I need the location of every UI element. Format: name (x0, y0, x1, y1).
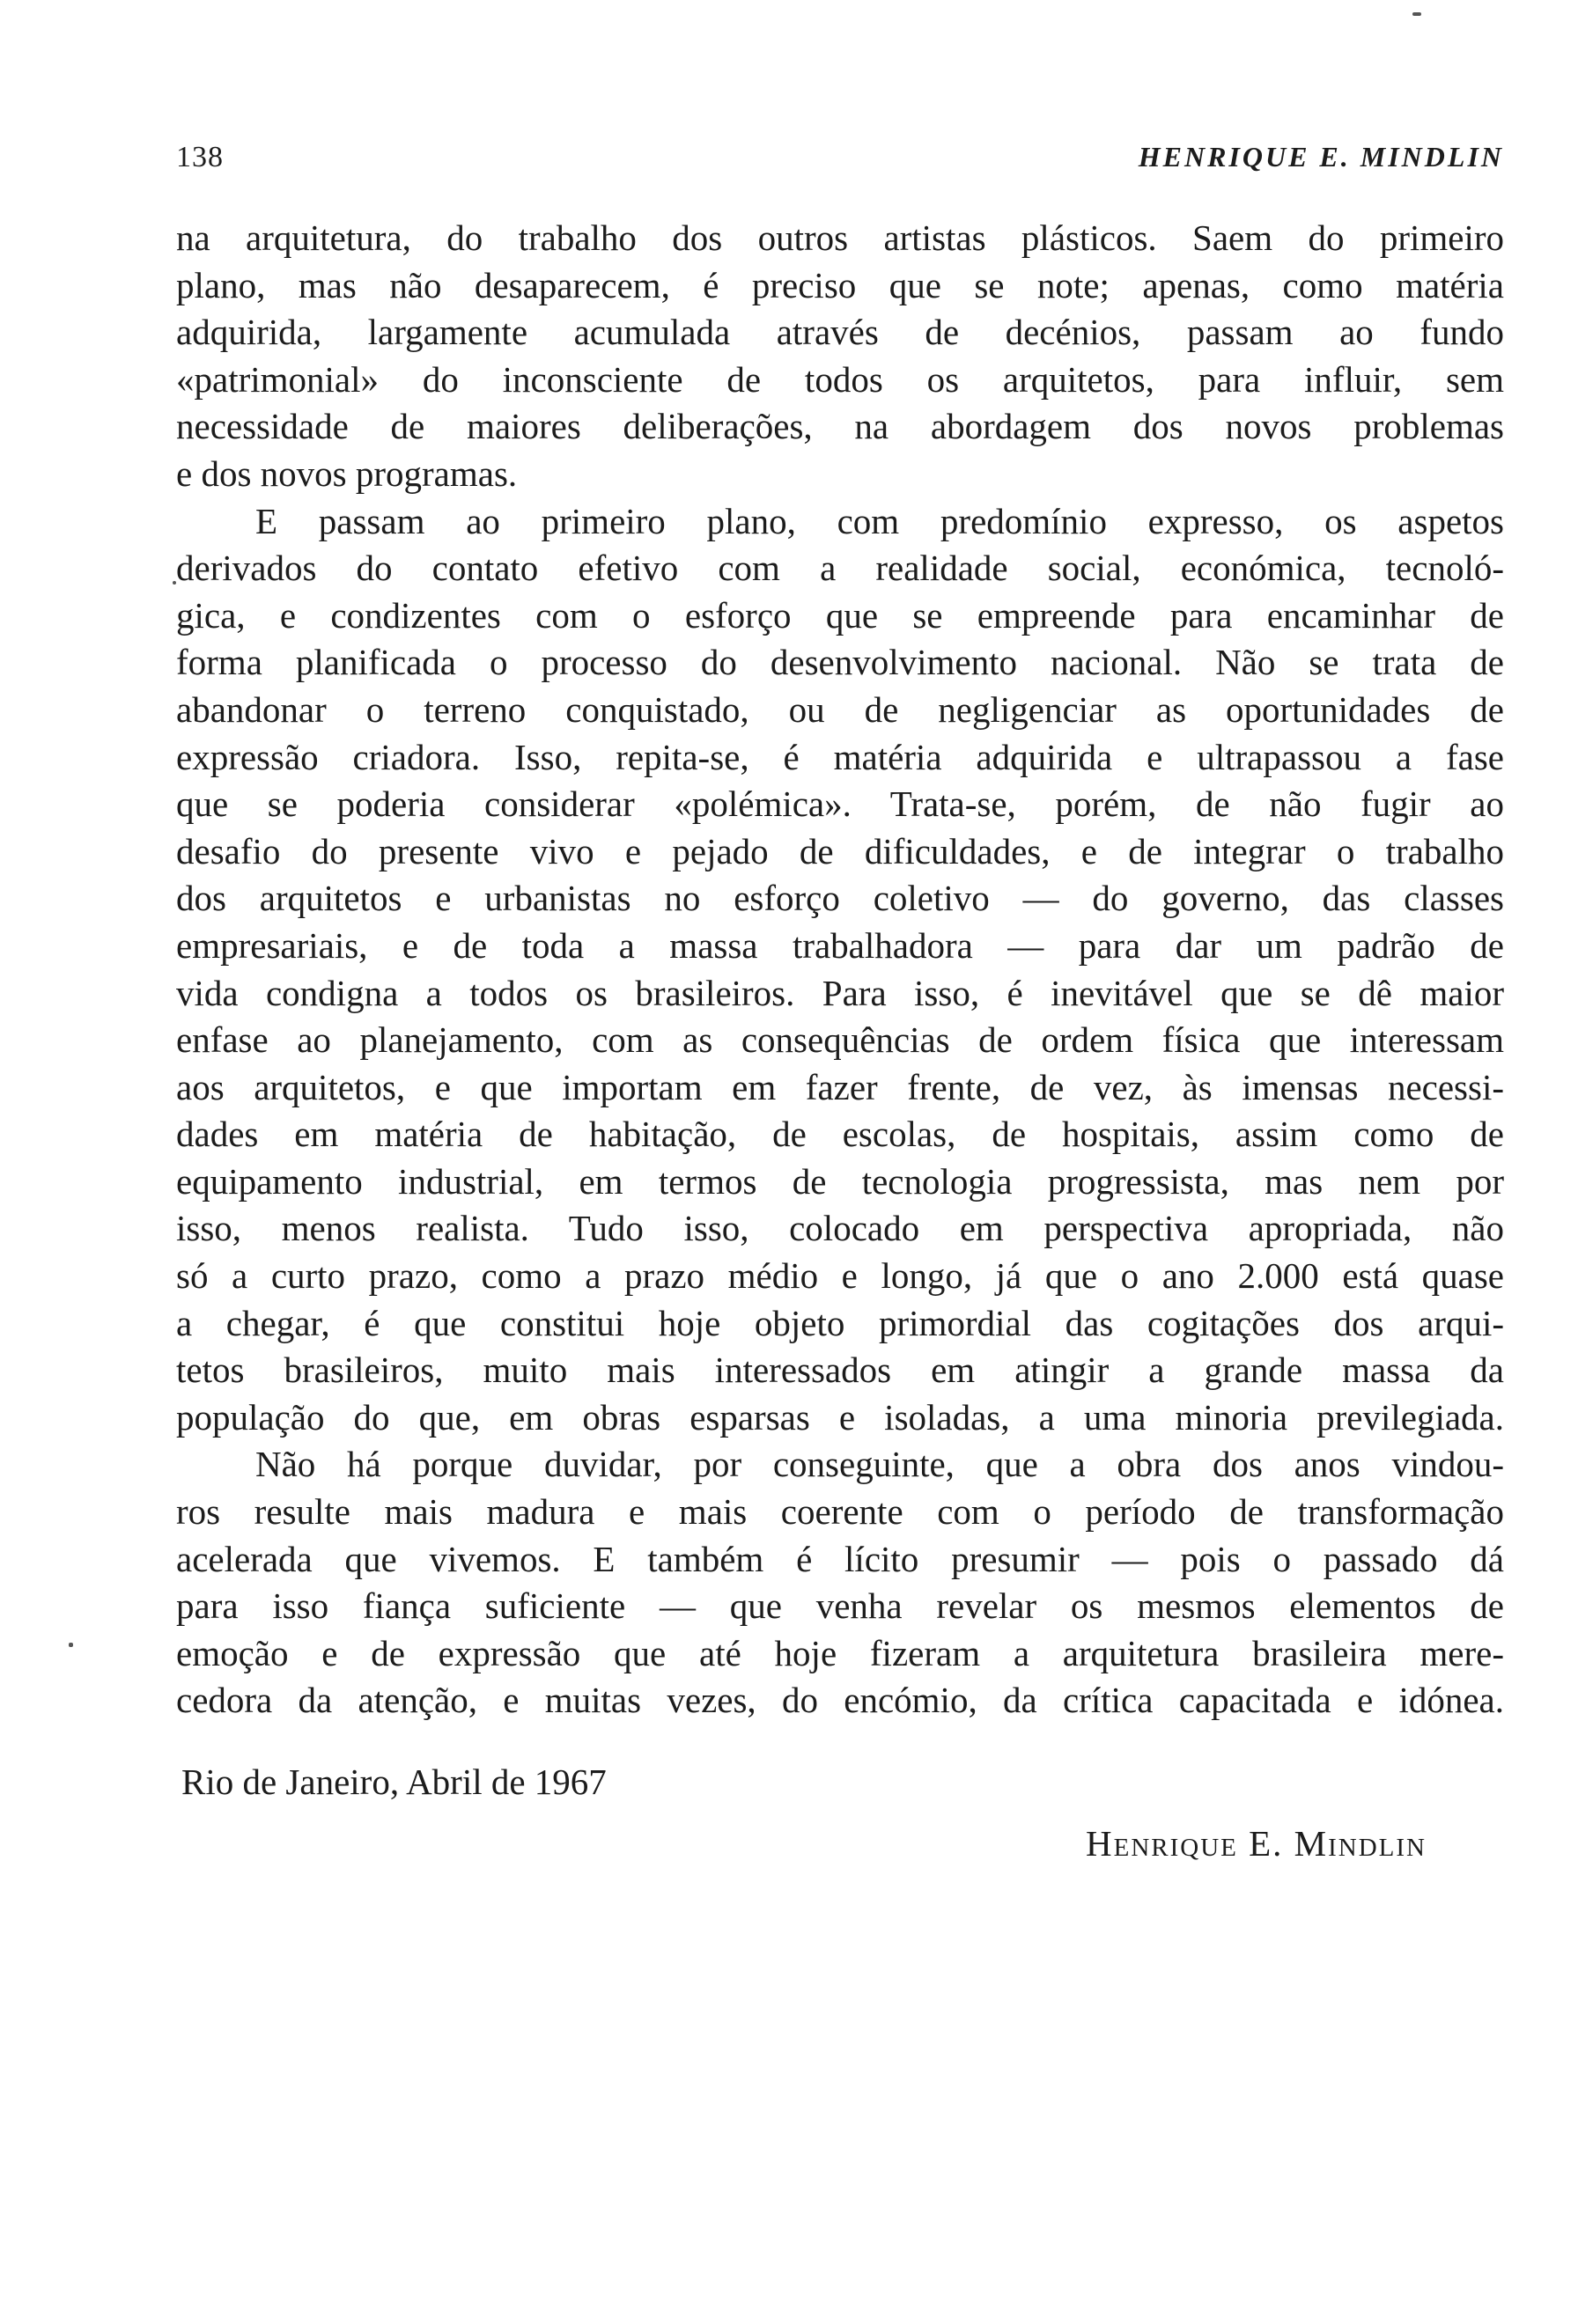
text-line: forma planificada o processo do desenvolvimento nacional. Não se trata de (176, 642, 1504, 683)
text-line: população do que, em obras esparsas e isoladas, a uma minoria previlegiada. (176, 1396, 1504, 1438)
text-line: emoção e de expressão que até hoje fizeram a arquitetura brasileira mere- (176, 1632, 1504, 1673)
page-number: 138 (176, 141, 224, 173)
text-line: vida condigna a todos os brasileiros. Para isso, é inevitável que se dê maior (176, 972, 1504, 1013)
text-line: derivados do contato efetivo com a realidade social, económica, tecnoló- (176, 548, 1504, 589)
text-line: gica, e condizentes com o esforço que se empreende para encaminhar de (176, 594, 1504, 636)
running-head (176, 141, 1504, 194)
text-line: só a curto prazo, como a prazo médio e longo, já que o ano 2.000 está quase (176, 1255, 1504, 1297)
print-speck (173, 581, 176, 585)
text-line: «patrimonial» do inconsciente de todos os arquitetos, para influir, sem (176, 358, 1504, 400)
text-line: dos arquitetos e urbanistas no esforço coletivo — do governo, das classes (176, 878, 1504, 919)
text-line: plano, mas não desaparecem, é preciso que se note; apenas, como matéria (176, 264, 1504, 305)
text-line: empresariais, e de toda a massa trabalhadora — para dar um padrão de (176, 924, 1504, 966)
text-line: enfase ao planejamento, com as consequências de ordem física que interessam (176, 1019, 1504, 1061)
text-line: acelerada que vivemos. E também é lícito presumir — pois o passado dá (176, 1538, 1504, 1579)
text-line: abandonar o terreno conquistado, ou de negligenciar as oportunidades de (176, 688, 1504, 730)
text-line: a chegar, é que constitui hoje objeto primordial das cogitações dos arqui- (176, 1302, 1504, 1343)
running-title: HENRIQUE E. MINDLIN (1138, 141, 1504, 173)
author-signature (1086, 1822, 1427, 1864)
text-line: dades em matéria de habitação, de escolas, de hospitais, assim como de (176, 1114, 1504, 1155)
text-line: e dos novos programas. (176, 452, 518, 494)
text-line: E passam ao primeiro plano, com predomínio expresso, os aspetos (255, 500, 1504, 541)
signature-name: Henrique E. Mindlin (1086, 1823, 1427, 1864)
text-line: que se poderia considerar «polémica». Trata-se, porém, de não fugir ao (176, 783, 1504, 825)
text-line: aos arquitetos, e que importam em fazer frente, de vez, às imensas necessi- (176, 1066, 1504, 1107)
text-line: cedora da atenção, e muitas vezes, do encómio, da crítica capacitada e idónea. (176, 1680, 1504, 1721)
text-line: isso, menos realista. Tudo isso, colocado em perspectiva apropriada, não (176, 1208, 1504, 1249)
text-line: desafio do presente vivo e pejado de dificuldades, e de integrar o trabalho (176, 830, 1504, 872)
text-line: para isso fiança suficiente — que venha revelar os mesmos elementos de (176, 1585, 1504, 1627)
text-line: equipamento industrial, em termos de tecnologia progressista, mas nem por (176, 1160, 1504, 1202)
text-line: ros resulte mais madura e mais coerente com o período de transformação (176, 1491, 1504, 1533)
body-text (176, 215, 1504, 1725)
place-date: Rio de Janeiro, Abril de 1967 (181, 1761, 607, 1802)
text-line: tetos brasileiros, muito mais interessados em atingir a grande massa da (176, 1350, 1504, 1391)
text-line: necessidade de maiores deliberações, na abordagem dos novos problemas (176, 406, 1504, 447)
text-line: adquirida, largamente acumulada através de decénios, passam ao fundo (176, 312, 1504, 353)
print-speck (69, 1643, 73, 1647)
text-line: expressão criadora. Isso, repita-se, é matéria adquirida e ultrapassou a fase (176, 736, 1504, 777)
text-line: Não há porque duvidar, por conseguinte, que a obra dos anos vindou- (255, 1444, 1504, 1485)
text-line: na arquitetura, do trabalho dos outros artistas plásticos. Saem do primeiro (176, 217, 1504, 258)
print-speck (1412, 12, 1421, 16)
